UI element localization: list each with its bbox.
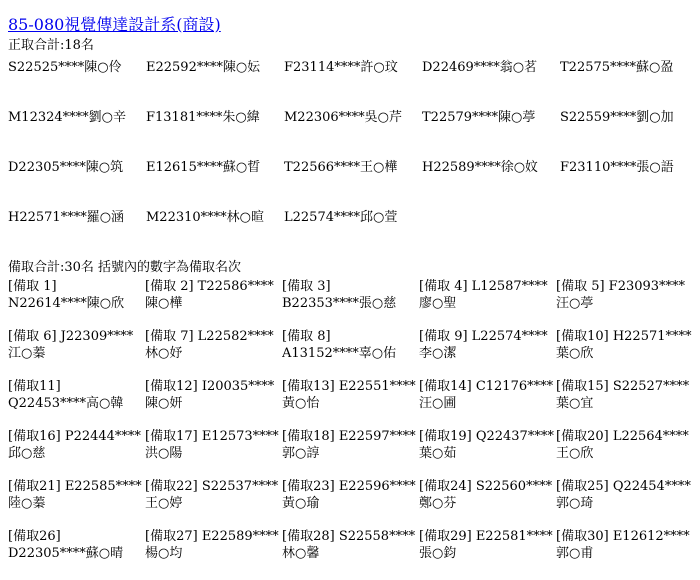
waitlist-entry: [419, 478, 556, 512]
accepted-entry: T22575****蘇○盈: [560, 60, 674, 75]
waitlist-entry: [145, 528, 282, 562]
waitlist-row: [8, 428, 698, 478]
waitlist-rank-and-id: [備取13] E22551****: [282, 379, 416, 394]
waitlist-rank-and-id: [備取24] S22560****: [419, 479, 553, 494]
waitlist-id-and-name: 郭○甫: [556, 546, 594, 561]
waitlist-entry: [556, 428, 693, 462]
waitlist-entry: [145, 428, 282, 462]
accepted-list: [8, 60, 698, 260]
waitlist-rank-and-id: [備取 9] L22574****: [419, 329, 548, 344]
waitlist-id-and-name: N22614****陳○欣: [8, 296, 125, 311]
waitlist-entry: [556, 278, 693, 312]
waitlist-rank-and-id: [備取15] S22527****: [556, 379, 690, 394]
waitlist-entry: [556, 528, 693, 562]
waitlist-rank-and-id: [備取 2] T22586****: [145, 279, 274, 294]
waitlist-id-and-name: 江○蓁: [8, 346, 46, 361]
waitlist-entry: [8, 378, 145, 412]
waitlist-rank-and-id: [備取16] P22444****: [8, 429, 141, 444]
accepted-entry: H22589****徐○妏: [422, 160, 539, 175]
accepted-entry: L22574****邱○萱: [284, 210, 398, 225]
waitlist-id-and-name: 林○馨: [282, 546, 320, 561]
waitlist-entry: [556, 378, 693, 412]
accepted-entry: T22566****王○樺: [284, 160, 398, 175]
waitlist-id-and-name: 王○婷: [145, 496, 183, 511]
accepted-entry: E12615****蘇○晢: [146, 160, 261, 175]
waitlist-rank-and-id: [備取10] H22571****: [556, 329, 692, 344]
waitlist-row: [8, 478, 698, 528]
accepted-entry: F23110****張○語: [560, 160, 674, 175]
waitlist-entry: [419, 428, 556, 462]
waitlist-rank-and-id: [備取28] S22558****: [282, 529, 416, 544]
waitlist-rank-and-id: [備取 1]: [8, 279, 57, 294]
waitlist-id-and-name: 黃○瑜: [282, 496, 320, 511]
waitlist-rank-and-id: [備取17] E12573****: [145, 429, 279, 444]
waitlist-rank-and-id: [備取 7] L22582****: [145, 329, 274, 344]
waitlist-entry: [145, 378, 282, 412]
waitlist-id-and-name: D22305****蘇○晴: [8, 546, 124, 561]
waitlist-row: [8, 528, 698, 578]
waitlist-id-and-name: 葉○宜: [556, 396, 594, 411]
waitlist-entry: [419, 328, 556, 362]
accepted-summary: 正取合計:18名: [8, 38, 94, 53]
waitlist-summary: 備取合計:30名 括號內的數字為備取名次: [8, 260, 242, 275]
waitlist-entry: [8, 428, 145, 462]
waitlist-id-and-name: 陳○樺: [145, 296, 183, 311]
accepted-row: [8, 110, 698, 160]
waitlist-id-and-name: 鄭○芬: [419, 496, 457, 511]
waitlist-rank-and-id: [備取11]: [8, 379, 61, 394]
waitlist-rank-and-id: [備取 6] J22309****: [8, 329, 134, 344]
accepted-entry: T22579****陳○葶: [422, 110, 536, 125]
waitlist-id-and-name: 黃○怡: [282, 396, 320, 411]
waitlist-rank-and-id: [備取20] L22564****: [556, 429, 689, 444]
waitlist-entry: [145, 478, 282, 512]
waitlist-rank-and-id: [備取29] E22581****: [419, 529, 553, 544]
waitlist-id-and-name: 洪○陽: [145, 446, 183, 461]
waitlist-rank-and-id: [備取 8]: [282, 329, 331, 344]
waitlist-rank-and-id: [備取21] E22585****: [8, 479, 142, 494]
waitlist-entry: [282, 278, 419, 312]
waitlist-id-and-name: 張○鈞: [419, 546, 457, 561]
accepted-entry: S22559****劉○加: [560, 110, 674, 125]
waitlist-rank-and-id: [備取 3]: [282, 279, 331, 294]
accepted-entry: E22592****陳○妘: [146, 60, 261, 75]
waitlist-row: [8, 328, 698, 378]
waitlist-entry: [282, 378, 419, 412]
waitlist-entry: [282, 528, 419, 562]
accepted-entry: M22306****吳○芹: [284, 110, 403, 125]
waitlist-rank-and-id: [備取23] E22596****: [282, 479, 416, 494]
accepted-entry: M12324****劉○辛: [8, 110, 127, 125]
waitlist-id-and-name: 楊○均: [145, 546, 183, 561]
waitlist-entry: [8, 528, 145, 562]
waitlist-entry: [419, 378, 556, 412]
accepted-row: [8, 210, 698, 260]
waitlist-rank-and-id: [備取22] S22537****: [145, 479, 279, 494]
waitlist-entry: [282, 328, 419, 362]
accepted-entry: F23114****許○玟: [284, 60, 398, 75]
waitlist-entry: [8, 278, 145, 312]
waitlist-id-and-name: 汪○葶: [556, 296, 594, 311]
accepted-entry: H22571****羅○涵: [8, 210, 125, 225]
waitlist-rank-and-id: [備取30] E12612****: [556, 529, 690, 544]
accepted-entry: F13181****朱○緯: [146, 110, 260, 125]
waitlist-id-and-name: 郭○諄: [282, 446, 320, 461]
waitlist-entry: [145, 328, 282, 362]
waitlist-entry: [145, 278, 282, 312]
waitlist-rank-and-id: [備取 4] L12587****: [419, 279, 548, 294]
waitlist-rank-and-id: [備取12] I20035****: [145, 379, 275, 394]
waitlist-id-and-name: 汪○圃: [419, 396, 457, 411]
waitlist-id-and-name: 林○妤: [145, 346, 183, 361]
waitlist-entry: [556, 328, 693, 362]
accepted-row: [8, 160, 698, 210]
waitlist-id-and-name: 陳○妍: [145, 396, 183, 411]
waitlist-id-and-name: 郭○琦: [556, 496, 594, 511]
waitlist-rank-and-id: [備取25] Q22454****: [556, 479, 691, 494]
waitlist-entry: [8, 478, 145, 512]
waitlist-entry: [8, 328, 145, 362]
waitlist-id-and-name: 邱○慈: [8, 446, 46, 461]
waitlist-id-and-name: 李○潔: [419, 346, 457, 361]
waitlist-entry: [419, 278, 556, 312]
waitlist-id-and-name: Q22453****高○韓: [8, 396, 124, 411]
waitlist-entry: [282, 478, 419, 512]
waitlist-row: [8, 378, 698, 428]
waitlist-id-and-name: A13152****辜○佑: [282, 346, 397, 361]
waitlist-entry: [556, 478, 693, 512]
waitlist-rank-and-id: [備取26]: [8, 529, 61, 544]
waitlist-row: [8, 278, 698, 328]
waitlist-entry: [282, 428, 419, 462]
accepted-entry: M22310****林○暄: [146, 210, 265, 225]
waitlist-rank-and-id: [備取18] E22597****: [282, 429, 416, 444]
waitlist-rank-and-id: [備取 5] F23093****: [556, 279, 686, 294]
waitlist-rank-and-id: [備取27] E22589****: [145, 529, 279, 544]
waitlist-id-and-name: 陸○蓁: [8, 496, 46, 511]
waitlist-id-and-name: 廖○聖: [419, 296, 457, 311]
waitlist-rank-and-id: [備取19] Q22437****: [419, 429, 554, 444]
waitlist-entry: [419, 528, 556, 562]
accepted-entry: D22305****陳○筑: [8, 160, 124, 175]
accepted-entry: S22525****陳○伶: [8, 60, 122, 75]
waitlist-id-and-name: B22353****張○慈: [282, 296, 397, 311]
waitlist-rank-and-id: [備取14] C12176****: [419, 379, 554, 394]
waitlist-id-and-name: 葉○欣: [556, 346, 594, 361]
waitlist-list: [8, 278, 698, 578]
waitlist-id-and-name: 王○欣: [556, 446, 594, 461]
waitlist-id-and-name: 葉○茹: [419, 446, 457, 461]
department-title-link[interactable]: 85-080視覺傳達設計系(商設): [8, 15, 221, 34]
accepted-row: [8, 60, 698, 110]
accepted-entry: D22469****翁○茗: [422, 60, 538, 75]
